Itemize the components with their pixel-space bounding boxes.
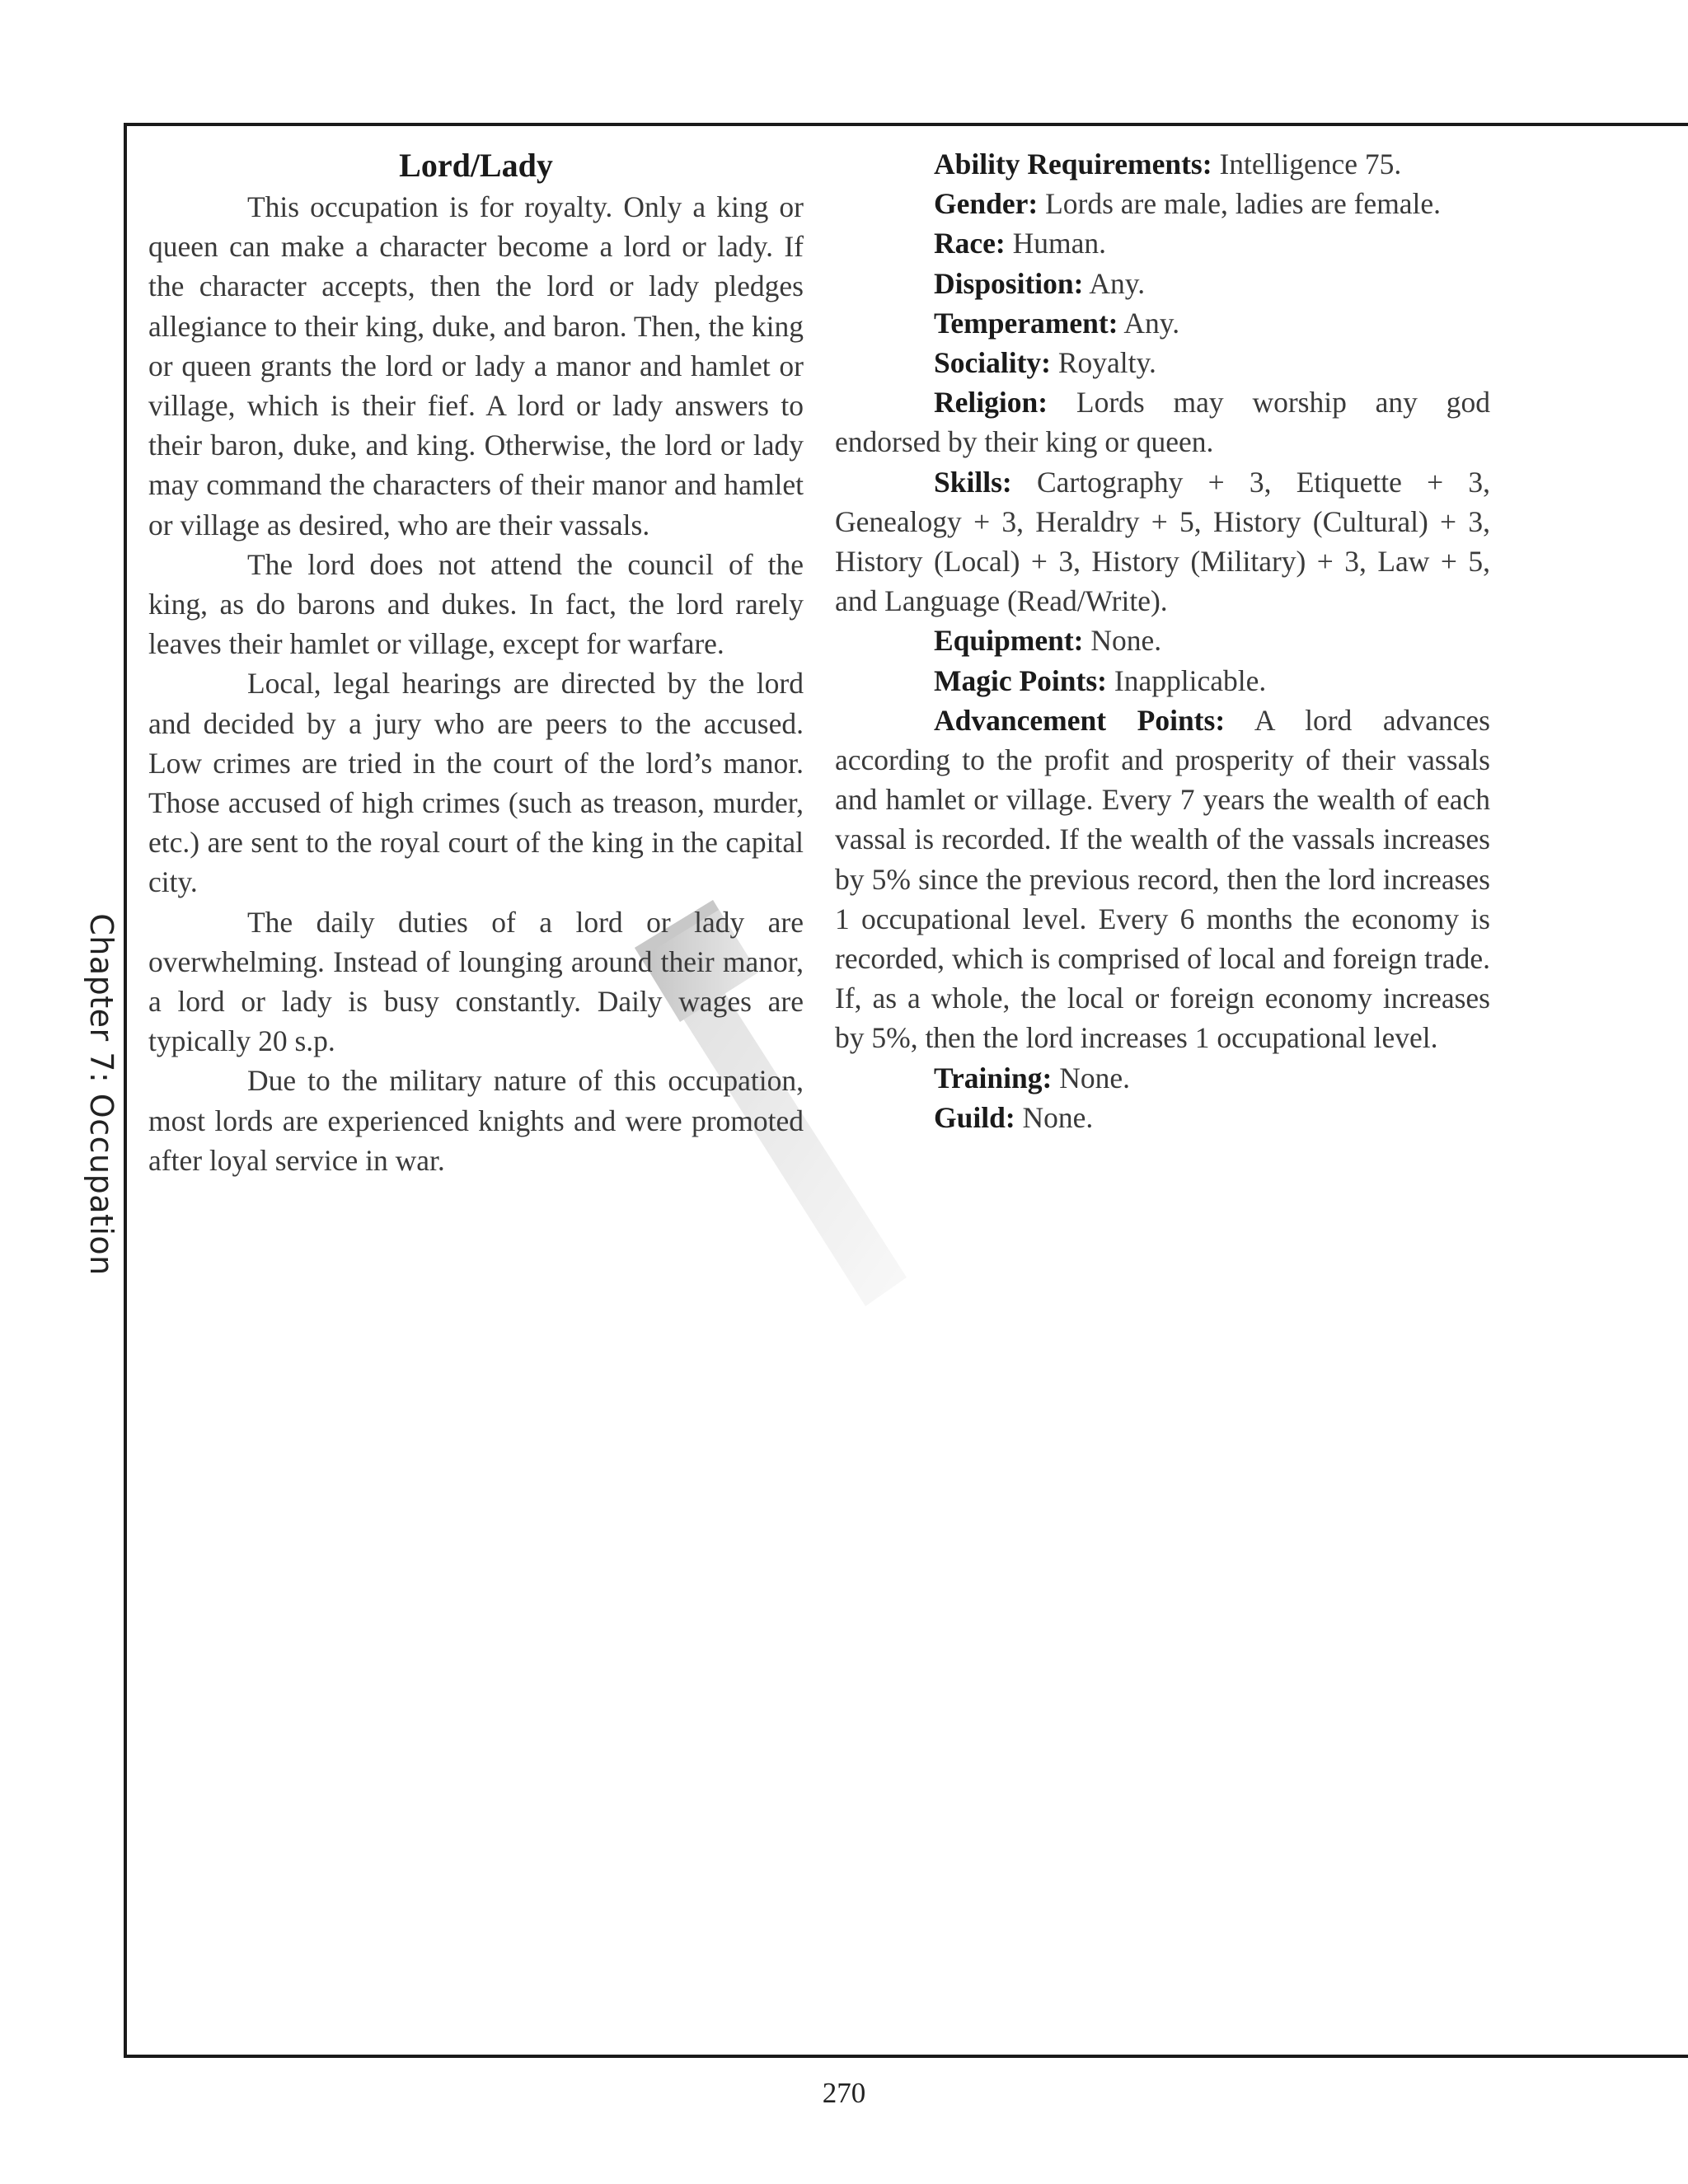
field-value: Lords are male, ladies are female. bbox=[1045, 187, 1442, 221]
field-value: None. bbox=[1022, 1100, 1094, 1134]
field-label: Advancement Points: bbox=[934, 703, 1226, 737]
field-guild bbox=[835, 1098, 1490, 1137]
chapter-label: Chapter 7: Occupation bbox=[83, 913, 120, 1276]
field-label: Sociality: bbox=[934, 346, 1051, 380]
page-frame-top-rule bbox=[124, 123, 1688, 126]
field-value: None. bbox=[1059, 1061, 1130, 1094]
body-paragraph: The daily duties of a lord or lady are overwhelming. Instead of lounging around their manor, a lord or lady is busy constantly. Daily wages are typically 20 s.p. bbox=[148, 905, 804, 1058]
right-column bbox=[835, 144, 1490, 1137]
field-gender bbox=[835, 184, 1490, 223]
body-paragraph: This occupation is for royalty. Only a king or queen can make a character become a lord or lady. If the character accepts, then the lord or lady pledges allegiance to their king, duke, and baron. Then, the king or queen grants the lord or lady a manor and hamlet or village, which is their fief. A lord or lady answers to their baron, duke, and king. Otherwise, the lord or lady may command the characters of their manor and hamlet or village as desired, who are their vassals. bbox=[148, 190, 804, 541]
page-title: Lord/Lady bbox=[399, 147, 553, 184]
field-label: Gender: bbox=[934, 187, 1039, 221]
field-sociality bbox=[835, 343, 1490, 382]
field-value: Cartography + 3, Etiquette + 3, Genealogy + 3, Heraldry + 5, History (Cultural) + 3, History (Local) + 3, History (Military) + 3, Law + 5, and Language (Read/Write). bbox=[835, 465, 1491, 618]
field-value: Lords may worship any god endorsed by their king or queen. bbox=[835, 386, 1491, 459]
field-label: Disposition: bbox=[934, 266, 1084, 300]
field-value: Any. bbox=[1123, 306, 1180, 340]
field-value: Human. bbox=[1012, 227, 1106, 260]
field-value: Intelligence 75. bbox=[1219, 148, 1402, 180]
field-equipment bbox=[835, 621, 1490, 660]
page-number: 270 bbox=[822, 2077, 866, 2109]
field-label: Magic Points: bbox=[934, 663, 1108, 697]
field-ability-requirements bbox=[835, 144, 1490, 184]
body-paragraph: Due to the military nature of this occupation, most lords are experienced knights and were promoted after loyal service in war. bbox=[148, 1064, 804, 1177]
field-label: Race: bbox=[934, 227, 1006, 260]
field-label: Ability Requirements: bbox=[934, 148, 1212, 180]
field-label: Training: bbox=[934, 1061, 1053, 1094]
field-label: Temperament: bbox=[934, 306, 1118, 340]
field-label: Skills: bbox=[934, 465, 1012, 499]
field-training bbox=[835, 1058, 1490, 1098]
body-paragraph: The lord does not attend the council of the king, as do barons and dukes. In fact, the lord rarely leaves their hamlet or village, except for warfare. bbox=[148, 547, 804, 661]
page-frame-left-rule bbox=[124, 123, 127, 2058]
field-religion bbox=[835, 382, 1490, 462]
field-skills bbox=[835, 462, 1490, 621]
field-disposition bbox=[835, 264, 1490, 303]
field-value: Royalty. bbox=[1057, 346, 1156, 380]
field-value: Any. bbox=[1089, 266, 1146, 300]
field-value: None. bbox=[1090, 624, 1162, 658]
page-frame-bottom-rule bbox=[124, 2055, 1688, 2058]
field-label: Guild: bbox=[934, 1100, 1015, 1134]
field-magic-points bbox=[835, 661, 1490, 701]
field-advancement-points bbox=[835, 701, 1490, 1058]
field-race bbox=[835, 223, 1490, 263]
body-paragraph: Local, legal hearings are directed by the lord and decided by a jury who are peers to the accused. Low crimes are tried in the court of the lord’s manor. Those accused of high crimes (such as treason, murder, etc.) are sent to the royal court of the king in the capital city. bbox=[148, 667, 804, 899]
field-value: Inapplicable. bbox=[1114, 663, 1267, 697]
field-value: A lord advances according to the profit and prosperity of their vassals and hamlet or village. Every 7 years the wealth of each vassal is recorded. If the wealth of the vassals increases by 5% since the previous record, then the lord increases 1 occupational level. Every 6 months the economy is recorded, which is comprised of local and foreign trade. If, as a whole, the local or foreign economy increases by 5%, then the lord increases 1 occupational level. bbox=[835, 703, 1490, 1055]
left-column bbox=[148, 144, 804, 1180]
field-label: Equipment: bbox=[934, 624, 1084, 658]
field-label: Religion: bbox=[934, 386, 1048, 419]
field-temperament bbox=[835, 303, 1490, 343]
